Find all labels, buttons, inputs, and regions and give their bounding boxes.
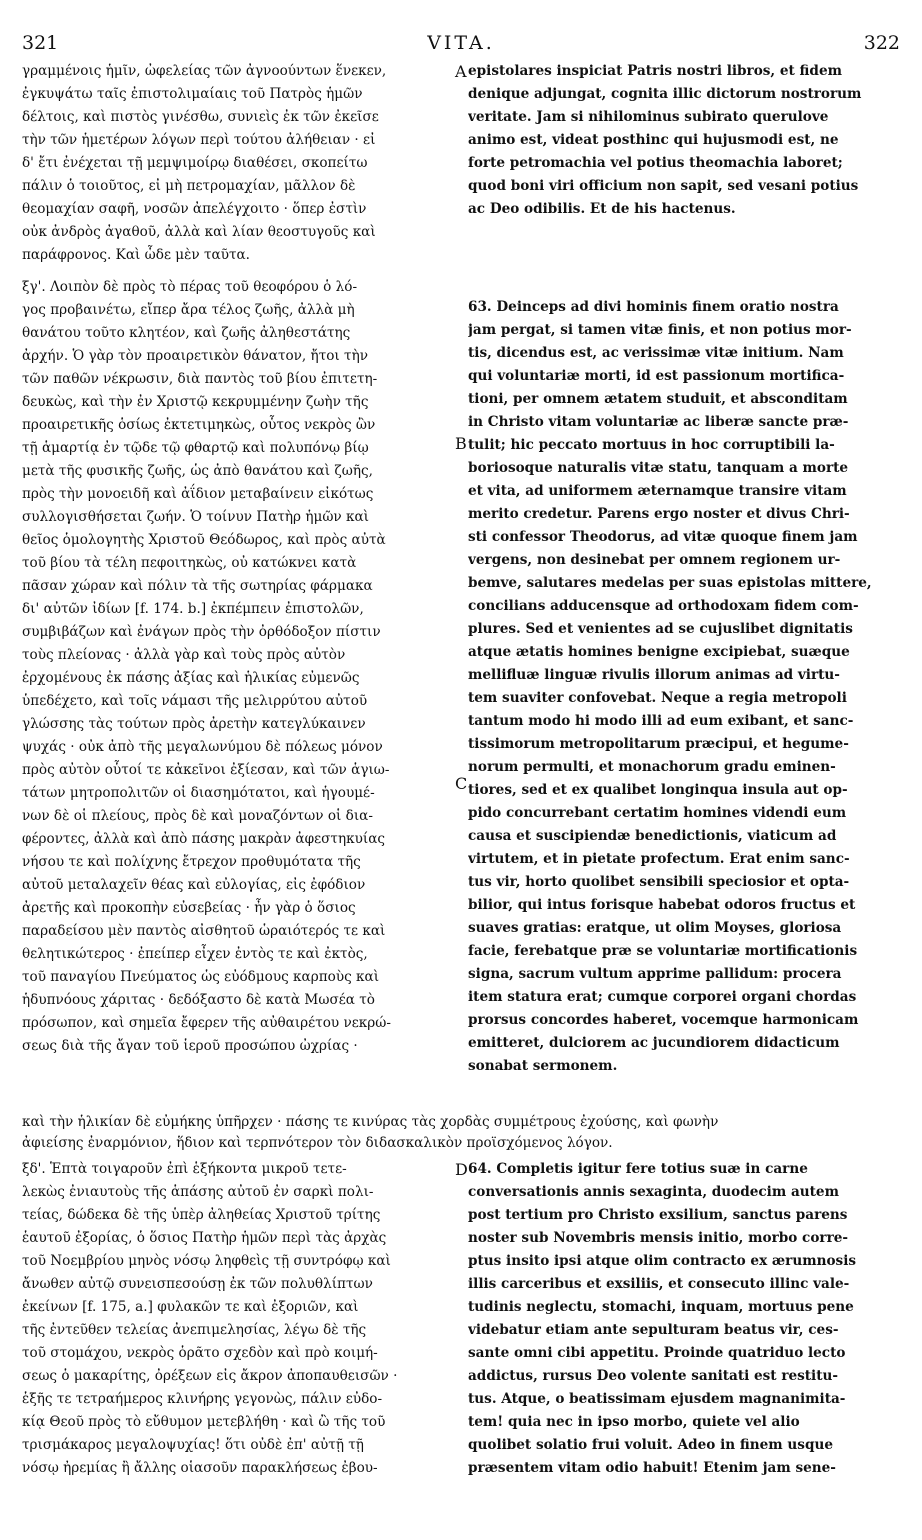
latin-bottom-line: addictus, rursus Deo volente sanitati est restitu- <box>468 1368 839 1384</box>
greek-main-line: πρὸς αὐτὸν οὗτοί τε κἀκεῖνοι ἐξίεσαν, καὶ τῶν ἁγιω- <box>22 762 390 778</box>
latin-main-line: item statura erat; cumque corporei organi chordas <box>468 989 857 1005</box>
greek-spanning-lines <box>22 1112 902 1154</box>
greek-bottom-line: τρισμάκαρος μεγαλοψυχίας! ὅτι οὐδὲ ἐπ' αὐτῇ τῇ <box>22 1437 364 1453</box>
greek-column-bottom <box>22 1158 454 1480</box>
greek-main-line: συμβιβάζων καὶ ἐνάγων πρὸς τὴν ὀρθόδοξον πίστιν <box>22 624 381 640</box>
greek-main-line: ἀρχήν. Ὁ γὰρ τὸν προαιρετικὸν θάνατον, ἤτοι τὴν <box>22 348 368 364</box>
greek-main-line: τῶν παθῶν νέκρωσιν, διὰ παντὸς τοῦ βίου ἐπιτετη- <box>22 371 378 387</box>
latin-bottom-line: tus. Atque, o beatissimam ejusdem magnanimita- <box>468 1391 846 1407</box>
latin-bottom-line: noster sub Novembris mensis initio, morbo corre- <box>468 1230 849 1246</box>
greek-main-line: τοῦ βίου τὰ τέλη πεφοιτηκὼς, οὐ κατώκνει κατὰ <box>22 555 357 571</box>
greek-main-line: ἡδυπνόους χάριτας · δεδόξαστο δὲ κατὰ Μωσέα τὸ <box>22 992 375 1008</box>
margin-letter-c: C <box>455 774 468 793</box>
latin-bottom-line: ptus insito ipsi atque olim contracto ex ærumnosis <box>468 1253 857 1269</box>
latin-main-line: 63. Deinceps ad divi hominis finem oratio nostra <box>468 299 839 315</box>
latin-main-line: norum permulti, et monachorum gradu eminen- <box>468 759 836 775</box>
greek-main-line: ξγ'. Λοιπὸν δὲ πρὸς τὸ πέρας τοῦ θεοφόρου ὁ λό- <box>22 279 358 295</box>
latin-top-line: animo est, videat posthinc qui hujusmodi est, ne <box>468 132 839 148</box>
greek-main-line: μετὰ τῆς φυσικῆς ζωῆς, ὡς ἀπὸ θανάτου καὶ ζωῆς, <box>22 463 373 479</box>
latin-main-line: plures. Sed et venientes ad se cujuslibet dignitatis <box>468 621 853 637</box>
latin-main-line: qui voluntariæ morti, id est passionum mortifica- <box>468 368 845 384</box>
latin-main-line: et vita, ad uniformem æternamque transire vitam <box>468 483 847 499</box>
greek-top-line: πάλιν ὁ τοιοῦτος, εἰ μὴ πετρομαχίαν, μᾶλλον δὲ <box>22 178 356 194</box>
greek-main-line: νήσου τε καὶ πολίχνης ἔτρεχον προθυμότατα τῆς <box>22 854 361 870</box>
greek-main-line: νων δὲ οἱ πλείους, πρὸς δὲ καὶ μοναζόντων οἱ δια- <box>22 808 373 824</box>
latin-bottom-line: tudinis neglectu, stomachi, inquam, mortuus pene <box>468 1299 854 1315</box>
greek-bottom-line: τῆς ἐντεῦθεν τελείας ἀνεπιμελησίας, λέγω δὲ τῆς <box>22 1322 367 1338</box>
margin-letter-b: B <box>455 434 467 453</box>
latin-bottom-line: 64. Completis igitur fere totius suæ in carne <box>468 1161 808 1177</box>
latin-main-line: pido concurrebant certatim homines videndi eum <box>468 805 847 821</box>
greek-main-line: τοὺς πλείονας · ἀλλὰ γὰρ καὶ τοὺς πρὸς αὐτὸν <box>22 647 346 663</box>
latin-main-line: mellifluæ linguæ rivulis illorum animas ad virtu- <box>468 667 840 683</box>
greek-main-line: τῇ ἁμαρτίᾳ ἐν τῷδε τῷ φθαρτῷ καὶ πολυπόνῳ βίῳ <box>22 440 369 456</box>
greek-top-line: θεομαχίαν σαφῆ, νοσῶν ἀπελέγχοιτο · ὅπερ ἐστὶν <box>22 201 367 217</box>
latin-bottom-line: sante omni cibi appetitu. Proinde quatriduo lecto <box>468 1345 846 1361</box>
latin-main-line: vergens, non desinebat per omnem regionem ur- <box>468 552 841 568</box>
latin-main-line: tissimorum metropolitarum præcipui, et hegume- <box>468 736 849 752</box>
greek-main-line: δευκὼς, καὶ τὴν ἐν Χριστῷ κεκρυμμένην ζωὴν τῆς <box>22 394 369 410</box>
greek-bottom-line: κίᾳ Θεοῦ πρὸς τὸ εὔθυμον μετεβλήθη · καὶ ὢ τῆς τοῦ <box>22 1414 386 1430</box>
latin-main-line: tis, dicendus est, ac verissimæ vitæ initium. Nam <box>468 345 844 361</box>
greek-main-line: προαιρετικῆς ὁσίως ἐκτετιμηκὼς, οὗτος νεκρὸς ὢν <box>22 417 376 433</box>
latin-column-main <box>468 296 904 1078</box>
greek-main-line: θανάτου τοῦτο κλητέον, καὶ ζωῆς ἀληθεστάτης <box>22 325 351 341</box>
latin-main-line: in Christo vitam voluntariæ ac liberæ sancte præ- <box>468 414 849 430</box>
greek-top-line: οὐκ ἀνδρὸς ἀγαθοῦ, ἀλλὰ καὶ λίαν θεοστυγοῦς καὶ <box>22 224 376 240</box>
margin-letter-d: D <box>455 1160 468 1179</box>
greek-bottom-line: τοῦ Νοεμβρίου μηνὸς νόσῳ ληφθεὶς τῇ συντρόφῳ καὶ <box>22 1253 391 1269</box>
latin-main-line: facie, ferebatque præ se voluntariæ mortificationis <box>468 943 858 959</box>
greek-span-line: καὶ τὴν ἡλικίαν δὲ εὐμήκης ὑπῆρχεν · πάσης τε κινύρας τὰς χορδὰς συμμέτρους ἐχούσης, καὶ φωνὴν <box>22 1114 719 1130</box>
greek-top-line: τὴν τῶν ἡμετέρων λόγων περὶ τούτου ἀλήθειαν · εἰ <box>22 132 376 148</box>
greek-bottom-line: ἄνωθεν αὐτῷ συνεισπεσούσῃ ἐκ τῶν πολυθλίπτων <box>22 1276 373 1292</box>
latin-main-line: jam pergat, si tamen vitæ finis, et non potius mor- <box>468 322 852 338</box>
greek-top-line: παράφρονος. Καὶ ὧδε μὲν ταῦτα. <box>22 247 251 263</box>
latin-bottom-line: quolibet solatio frui voluit. Adeo in finem usque <box>468 1437 833 1453</box>
latin-top-line: epistolares inspiciat Patris nostri libros, et fidem <box>468 63 842 79</box>
greek-main-line: φέροντες, ἀλλὰ καὶ ἀπὸ πάσης μακρὰν ἀφεστηκυίας <box>22 831 385 847</box>
latin-top-line: quod boni viri officium non sapit, sed vesani potius <box>468 178 859 194</box>
greek-main-line: ὑπεδέχετο, καὶ τοῖς νάμασι τῆς μελιρρύτου αὐτοῦ <box>22 693 368 709</box>
greek-bottom-line: τοῦ στομάχου, νεκρὸς ὁρᾶτο σχεδὸν καὶ πρὸ κοιμή- <box>22 1345 378 1361</box>
latin-bottom-line: post tertium pro Christo exsilium, sanctus parens <box>468 1207 848 1223</box>
page-number-right: 322 <box>863 32 900 54</box>
latin-top-line: veritate. Jam si nihilominus subirato querulove <box>468 109 829 125</box>
greek-bottom-line: σεως ὁ μακαρίτης, ὀρέξεων εἰς ἄκρον ἀποπαυθεισῶν · <box>22 1368 398 1384</box>
latin-main-line: tus vir, horto quolibet sensibili speciosior et opta- <box>468 874 850 890</box>
latin-main-line: virtutem, et in pietate profectum. Erat enim sanc- <box>468 851 850 867</box>
latin-column-top <box>468 60 904 221</box>
greek-main-line: ἐρχομένους ἐκ πάσης ἀξίας καὶ ἡλικίας εὐμενῶς <box>22 670 360 686</box>
latin-main-line: merito credetur. Parens ergo noster et divus Chri- <box>468 506 850 522</box>
greek-bottom-line: νόσῳ ἠρεμίας ἢ ἄλλης οἱασοῦν παρακλήσεως ἐβου- <box>22 1460 378 1476</box>
latin-main-line: tantum modo hi modo illi ad eum exibant, et sanc- <box>468 713 854 729</box>
greek-top-line: ἐγκυψάτω ταῖς ἐπιστολιμαίαις τοῦ Πατρὸς ἡμῶν <box>22 86 363 102</box>
greek-main-line: δι' αὐτῶν ἰδίων [f. 174. b.] ἐκπέμπειν ἐπιστολῶν, <box>22 601 364 617</box>
greek-main-line: θελητικώτερος · ἐπείπερ εἶχεν ἐντὸς τε καὶ ἐκτὸς, <box>22 946 368 962</box>
latin-main-line: boriosoque naturalis vitæ statu, tanquam a morte <box>468 460 849 476</box>
greek-bottom-line: ἑξῆς τε τετραήμερος κλινήρης γεγονὼς, πάλιν εὐδο- <box>22 1391 383 1407</box>
latin-main-line: signa, sacrum vultum apprime pallidum: procera <box>468 966 842 982</box>
latin-main-line: emitteret, dulciorem ac jucundiorem didacticum <box>468 1035 840 1051</box>
page-number-left: 321 <box>22 32 59 54</box>
greek-bottom-line: ἐκείνων [f. 175, a.] φυλακῶν τε καὶ ἐξοριῶν, καὶ <box>22 1299 359 1315</box>
greek-main-line: γος προβαινέτω, εἴπερ ἄρα τέλος ζωῆς, ἀλλὰ μὴ <box>22 302 355 318</box>
greek-main-line: πρόσωπον, καὶ σημεῖα ἔφερεν τῆς αὐθαιρέτου νεκρώ- <box>22 1015 391 1031</box>
greek-top-line: δ' ἔτι ἐνέχεται τῇ μεμψιμοίρῳ διαθέσει, σκοπείτω <box>22 155 368 171</box>
latin-bottom-line: videbatur etiam ante sepulturam beatus vir, ces- <box>468 1322 839 1338</box>
margin-letter-a: A <box>455 62 467 81</box>
greek-main-line: τάτων μητροπολιτῶν οἱ διασημότατοι, καὶ ἡγουμέ- <box>22 785 375 801</box>
running-title: VITA. <box>427 32 495 54</box>
greek-main-line: γλώσσης τὰς τούτων πρὸς ἀρετὴν κατεγλύκαινεν <box>22 716 366 732</box>
greek-main-line: συλλογισθήσεται ζωήν. Ὁ τοίνυν Πατὴρ ἡμῶν καὶ <box>22 509 370 525</box>
latin-main-line: tem suaviter confovebat. Neque a regia metropoli <box>468 690 847 706</box>
latin-main-line: suaves gratias: eratque, ut olim Moyses, gloriosa <box>468 920 842 936</box>
latin-bottom-line: præsentem vitam odio habuit! Etenim jam sene- <box>468 1460 836 1476</box>
greek-main-line: πρὸς τὴν μονοειδῆ καὶ ἀΐδιον μεταβαίνειν εἰκότως <box>22 486 374 502</box>
latin-main-line: bemve, salutares medelas per suas epistolas mittere, <box>468 575 872 591</box>
running-header <box>22 32 900 56</box>
greek-main-line: ἀρετῆς καὶ προκοπὴν εὐσεβείας · ἦν γὰρ ὁ ὅσιος <box>22 900 356 916</box>
latin-main-line: tiores, sed et ex qualibet longinqua insula aut op- <box>468 782 848 798</box>
greek-main-line: πᾶσαν χώραν καὶ πόλιν τὰ τῆς σωτηρίας φάρμακα <box>22 578 373 594</box>
greek-column-main <box>22 276 454 1058</box>
latin-main-line: tulit; hic peccato mortuus in hoc corruptibili la- <box>468 437 835 453</box>
greek-main-line: παραδείσου μὲν παντὸς αἰσθητοῦ ὡραιότερός τε καὶ <box>22 923 386 939</box>
greek-top-line: δέλτοις, καὶ πιστὸς γινέσθω, συνιεὶς ἐκ τῶν ἐκεῖσε <box>22 109 379 125</box>
latin-main-line: sonabat sermonem. <box>468 1058 618 1074</box>
latin-bottom-line: illis carceribus et exsiliis, et consecuto illinc vale- <box>468 1276 850 1292</box>
latin-top-line: forte petromachia vel potius theomachia laboret; <box>468 155 843 171</box>
greek-main-line: σεως διὰ τῆς ἄγαν τοῦ ἱεροῦ προσώπου ὠχρίας · <box>22 1038 358 1054</box>
greek-main-line: ψυχάς · οὐκ ἀπὸ τῆς μεγαλωνύμου δὲ πόλεως μόνον <box>22 739 383 755</box>
latin-top-line: ac Deo odibilis. Et de his hactenus. <box>468 201 736 217</box>
latin-main-line: bilior, qui intus forisque habebat odoros fructus et <box>468 897 856 913</box>
greek-main-line: θεῖος ὁμολογητὴς Χριστοῦ Θεόδωρος, καὶ πρὸς αὐτὰ <box>22 532 386 548</box>
latin-bottom-line: tem! quia nec in ipso morbo, quiete vel alio <box>468 1414 800 1430</box>
greek-top-line: γραμμένοις ἡμῖν, ὠφελείας τῶν ἀγνοούντων ἕνεκεν, <box>22 63 387 79</box>
greek-bottom-line: ξδ'. Ἑπτὰ τοιγαροῦν ἐπὶ ἑξήκοντα μικροῦ τετε- <box>22 1161 347 1177</box>
latin-main-line: causa et suscipiendæ benedictionis, viaticum ad <box>468 828 837 844</box>
latin-column-bottom <box>468 1158 904 1480</box>
greek-bottom-line: λεκὼς ἐνιαυτοὺς τῆς ἁπάσης αὐτοῦ ἐν σαρκὶ πολι- <box>22 1184 374 1200</box>
latin-main-line: concilians adducensque ad orthodoxam fidem com- <box>468 598 859 614</box>
latin-bottom-line: conversationis annis sexaginta, duodecim autem <box>468 1184 839 1200</box>
latin-main-line: atque ætatis homines benigne excipiebat, suæque <box>468 644 850 660</box>
greek-main-line: αὐτοῦ μεταλαχεῖν θέας καὶ εὐλογίας, εἰς ἐφόδιον <box>22 877 366 893</box>
greek-column-top <box>22 60 454 267</box>
latin-main-line: tioni, per omnem ætatem studuit, et absconditam <box>468 391 848 407</box>
latin-main-line: prorsus concordes haberet, vocemque harmonicam <box>468 1012 859 1028</box>
greek-bottom-line: ἑαυτοῦ ἐξορίας, ὁ ὅσιος Πατὴρ ἡμῶν περὶ τὰς ἀρχὰς <box>22 1230 387 1246</box>
greek-span-line: ἀφιείσης ἐναρμόνιον, ἥδιον καὶ τερπνότερον τὸν διδασκαλικὸν προϊσχόμενος λόγον. <box>22 1135 613 1151</box>
greek-main-line: τοῦ παναγίου Πνεύματος ὡς εὐόδμους καρποὺς καὶ <box>22 969 380 985</box>
greek-bottom-line: τείας, δώδεκα δὲ τῆς ὑπὲρ ἀληθείας Χριστοῦ τρίτης <box>22 1207 381 1223</box>
latin-main-line: sti confessor Theodorus, ad vitæ quoque finem jam <box>468 529 858 545</box>
latin-top-line: denique adjungat, cognita illic dictorum nostrorum <box>468 86 862 102</box>
